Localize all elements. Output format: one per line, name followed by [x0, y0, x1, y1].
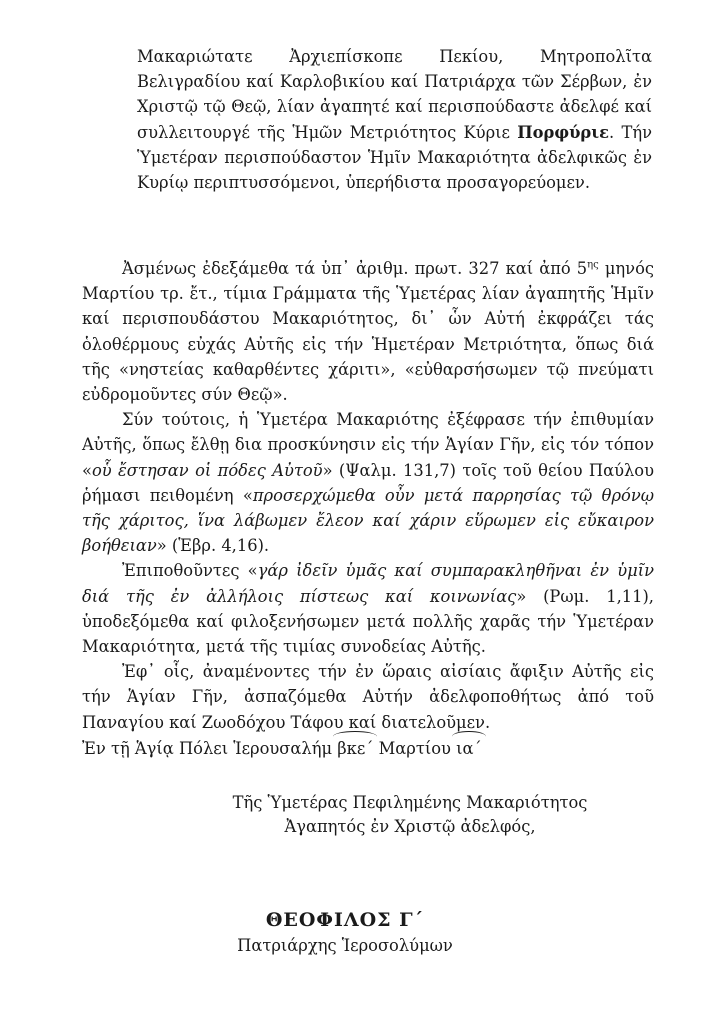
- paragraph-2-part-b: » (Ψαλμ. 131,7) τοῖς τοῦ θείου Παύλου ῥήμασι πειθομένη «: [82, 460, 655, 505]
- addressee-name: Πορφύριε: [517, 122, 609, 142]
- paragraph-2: [82, 407, 654, 558]
- paragraph-3: [82, 558, 654, 659]
- psalm-quote: οὗ ἔστησαν οἱ πόδες Αὐτοῦ: [91, 460, 323, 480]
- dateline: [82, 737, 642, 761]
- salutation-text: [137, 44, 652, 195]
- hebrews-quote: προσερχώμεθα οὖν μετά παρρησίας τῷ θρόνῳ τῆς χάριτος, ἵνα λάβωμεν ἔλεον καί χάριν εὕρωμεν εἰς εὔκαιρον βοήθειαν: [82, 485, 654, 556]
- salutation-tail: . Τήν Ὑμετέραν περισπούδαστον Ἡμῖν Μακαριότητα ἀδελφικῶς ἐν Κυρίῳ περιπτυσσόμενοι, ὑπερήδιστα προσαγορεύομεν.: [137, 122, 652, 193]
- dateline-year: βκε΄: [337, 737, 373, 761]
- salutation-paragraph: [137, 44, 652, 195]
- signatory-title: Πατριάρχης Ἱεροσολύμων: [237, 936, 453, 955]
- paragraph-2-part-c: » (Ἑβρ. 4,16).: [156, 536, 270, 556]
- paragraph-1: [82, 256, 654, 407]
- dateline-month: Μαρτίου: [373, 739, 457, 758]
- salutation-lead: Μακαριώτατε Ἀρχιεπίσκοπε Πεκίου, Μητροπολῖτα Βελιγραδίου καί Καρλοβικίου καί Πατριάρχα τῶν Σέρβων, ἐν Χριστῷ τῷ Θεῷ, λίαν ἀγαπητέ καί περισπούδαστε ἀδελφέ καί συλλειτουργέ τῆς Ἡμῶν Μετριότητος Κύριε: [137, 47, 652, 142]
- closing-formula: [170, 791, 650, 839]
- paragraph-2-part-a: Σύν τούτοις, ἡ Ὑμετέρα Μακαριότης ἐξέφρασε τήν ἐπιθυμίαν Αὐτῆς, ὅπως ἔλθῃ δια προσκύνησιν εἰς τήν Ἁγίαν Γῆν, εἰς τόν τόπον «: [82, 410, 654, 480]
- dateline-place: Ἐν τῇ Ἁγίᾳ Πόλει Ἱερουσαλήμ: [82, 739, 338, 758]
- ordinal-suffix: ης: [587, 259, 599, 271]
- paragraph-3-part-a: Ἐπιποθοῦντες «: [122, 561, 258, 581]
- letter-body: [82, 256, 654, 735]
- paragraph-3-part-b: » (Ρωμ. 1,11), ὑποδεξόμεθα καί φιλοξενήσωμεν μετά πολλῆς χαρᾶς τήν Ὑμετέραν Μακαριότητα, μετά τῆς τιμίας συνοδείας Αὐτῆς.: [82, 586, 654, 657]
- closing-line-2: Ἀγαπητός ἐν Χριστῷ ἀδελφός,: [284, 817, 536, 836]
- dateline-day: ια΄: [456, 737, 482, 761]
- paragraph-1-part-b: μηνός Μαρτίου τρ. ἔτ., τίμια Γράμματα τῆς Ὑμετέρας λίαν ἀγαπητῆς Ἡμῖν καί περισπουδάστου Μακαριότητος, δι᾽ ὧν Αὐτή ἐκφράζει τάς ὁλοθέρμους εὐχάς Αὐτῆς εἰς τήν Ἡμετέραν Μετριότητα, ὅπως διά τῆς «νηστείας καθαρθέντες χάριτι», «εὐθαρσήσωμεν τῷ πνεύματι εὐδρομοῦντες σύν Θεῷ».: [82, 259, 654, 405]
- paragraph-1-part-a: Ἀσμένως ἐδεξάμεθα τά ὑπ᾽ ἀριθμ. πρωτ. 327 καί ἀπό 5: [122, 259, 588, 278]
- closing-line-1: Τῆς Ὑμετέρας Πεφιλημένης Μακαριότητος: [232, 793, 588, 812]
- romans-quote: γάρ ἰδεῖν ὑμᾶς καί συμπαρακληθῆναι ἐν ὑμῖν διά τῆς ἐν ἀλλήλοις πίστεως καί κοινωνίας: [82, 561, 655, 606]
- signatory-name: ΘΕΟΦΙΛΟΣ Γ΄: [265, 909, 425, 931]
- paragraph-4: Ἐφ᾽ οἷς, ἀναμένοντες τήν ἐν ὥραις αἰσίαις ἄφιξιν Αὐτῆς εἰς τήν Ἁγίαν Γῆν, ἀσπαζόμεθα Αὐτήν ἀδελφοποθήτως ἀπό τοῦ Παναγίου καί Ζωοδόχου Τάφου καί διατελοῦμεν.: [82, 662, 654, 732]
